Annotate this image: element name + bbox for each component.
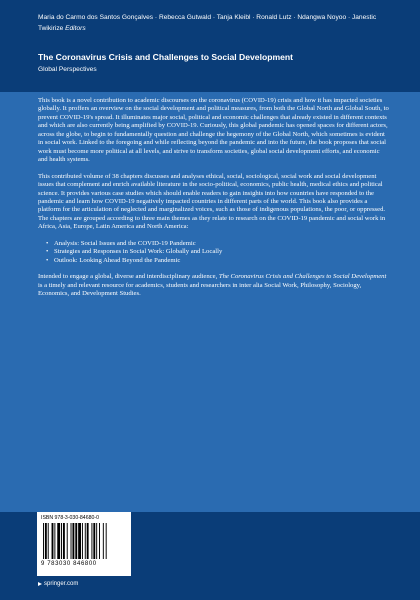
book-title: The Coronavirus Crisis and Challenges to Social Development — [38, 52, 294, 62]
paragraph-3-rest: is a timely and relevant resource for academics, students and researchers in inter alia Social Work, Philosophy, Sociology, Economics, and Development Studies. — [38, 281, 362, 298]
arrow-right-icon — [38, 582, 42, 586]
publisher-footer[interactable] — [38, 581, 78, 587]
book-subtitle: Global Perspectives — [38, 66, 97, 73]
paragraph-3-title: The Coronavirus Crisis and Challenges to Social Development — [218, 273, 387, 281]
barcode-box — [37, 512, 131, 576]
paragraph-3-intro: Intended to engage a global, diverse and interdisciplinary audience, — [38, 273, 219, 281]
description-paragraph-1: This book is a novel contribution to academic discourses on the coronavirus (COVID-19) crisis and how it has impacted societies globally. It proffers an overview on the social development and political measures, from both the Global North and Global South, to prevent COVID-19's spread. It illuminates major social, political and economic challenges that already existed in different contexts and which are also currently being amplified by COVID-19. Curiously, this global pandemic has opened spaces for different actors, across the globe, to begin to fundamentally question and challenge the hegemony of the Global North, which sometimes is evident in social work. Linked to the foregoing and while reflecting beyond the pandemic and into the future, the book proposes that social work must become more political at all levels, and strive to transform societies, global social development efforts, and economic and health systems. — [38, 97, 389, 164]
editors-line — [38, 12, 388, 34]
theme-item: • Analysis: Social Issues and the COVID-19 Pandemic — [48, 240, 390, 248]
themes-list — [38, 240, 390, 265]
editors-suffix: Editors — [63, 25, 86, 32]
editors-names: Maria do Carmo dos Santos Gonçalves · Rebecca Gutwald · Tanja Kleibl · Ronald Lutz · Ndangwa Noyoo · Janestic Twikirize — [38, 14, 377, 32]
description-paragraph-2: This contributed volume of 38 chapters discusses and analyses ethical, social, sociological, social work and social development issues that complement and enrich available literature in the socio-political, economics, public health, medical ethics and political science. It provides various case studies which should enable readers to gain insights into how countries have responded to the pandemic and learn how COVID-19 negatively impacted countries in different parts of the world. This book also provides a platform for the articulation of neglected and marginalized voices, such as those of indigenous populations, the poor, or oppressed. The chapters are grouped according to three main themes as they relate to research on the COVID-19 pandemic and social work in Africa, Asia, Europe, Latin America and North America: — [38, 172, 386, 231]
publisher-link[interactable]: springer.com — [44, 581, 79, 587]
theme-item: • Strategies and Responses in Social Work: Globally and Locally — [48, 248, 390, 256]
barcode-icon — [43, 523, 127, 559]
theme-item: • Outlook: Looking Ahead Beyond the Pandemic — [48, 257, 390, 265]
barcode-digits: 9 783030 846800 — [41, 561, 97, 567]
isbn-label: ISBN 978-3-030-84680-0 — [41, 515, 99, 521]
book-description — [38, 97, 390, 307]
description-paragraph-3 — [38, 273, 390, 298]
